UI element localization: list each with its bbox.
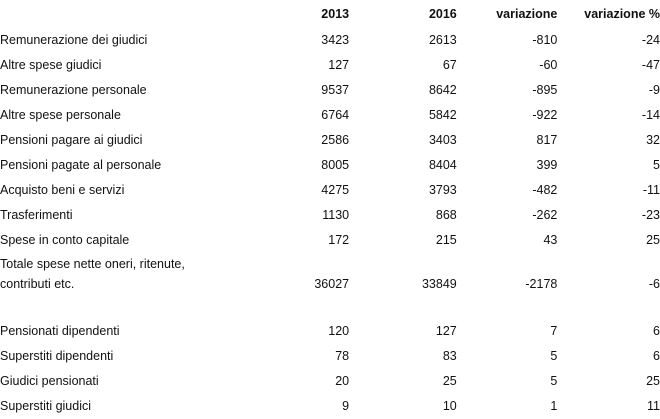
row-label: Spese in conto capitale <box>0 233 130 247</box>
total-2016: 33849 <box>421 277 457 291</box>
total-label <box>0 253 264 295</box>
value-variazione: -895 <box>532 83 558 97</box>
total-row <box>0 253 660 295</box>
value-2016: 127 <box>435 324 457 338</box>
total-label-line2: contributi etc. <box>0 276 75 291</box>
value-2016: 215 <box>435 233 457 247</box>
value-variazione-pct: 25 <box>646 233 660 247</box>
value-variazione: 817 <box>536 133 558 147</box>
value-2013: 9 <box>342 399 350 413</box>
value-variazione-pct: 5 <box>653 158 660 172</box>
value-variazione-pct: 6 <box>653 349 660 363</box>
row-label: Giudici pensionati <box>0 374 99 388</box>
header-row <box>0 0 660 28</box>
table-row <box>0 178 660 203</box>
value-variazione: -482 <box>532 183 558 197</box>
row-label: Acquisto beni e servizi <box>0 183 125 197</box>
value-variazione: 1 <box>550 399 558 413</box>
header-2013: 2013 <box>321 6 350 21</box>
table-row <box>0 319 660 344</box>
total-variazione-pct: -6 <box>648 277 660 291</box>
row-label: Remunerazione dei giudici <box>0 33 148 47</box>
table-row <box>0 394 660 419</box>
value-variazione-pct: -24 <box>641 33 660 47</box>
total-label-line1: Totale spese nette oneri, ritenute, <box>0 256 185 271</box>
value-2013: 120 <box>328 324 350 338</box>
spacer-cell <box>0 295 660 319</box>
table-row <box>0 153 660 178</box>
value-2013: 1130 <box>322 208 350 222</box>
table-row <box>0 103 660 128</box>
row-label: Superstiti dipendenti <box>0 349 114 363</box>
value-variazione-pct: 25 <box>646 374 660 388</box>
value-variazione-pct: -23 <box>641 208 660 222</box>
table-row <box>0 228 660 253</box>
value-variazione: -922 <box>532 108 558 122</box>
row-label: Remunerazione personale <box>0 83 147 97</box>
value-2016: 868 <box>435 208 457 222</box>
value-2016: 8642 <box>428 83 457 97</box>
value-variazione-pct: -47 <box>641 58 660 72</box>
value-2013: 4275 <box>321 183 350 197</box>
row-label: Trasferimenti <box>0 208 73 222</box>
value-variazione-pct: 32 <box>646 133 660 147</box>
table-row <box>0 344 660 369</box>
header-variazione-pct: variazione % <box>584 6 660 21</box>
row-label: Altre spese personale <box>0 108 121 122</box>
row-label: Altre spese giudici <box>0 58 102 72</box>
value-2013: 20 <box>335 374 350 388</box>
table-row <box>0 128 660 153</box>
header-2016: 2016 <box>428 6 457 21</box>
value-2013: 6764 <box>321 108 350 122</box>
total-2013: 36027 <box>314 277 350 291</box>
value-2016: 5842 <box>428 108 457 122</box>
table-row <box>0 203 660 228</box>
value-variazione-pct: -9 <box>648 83 660 97</box>
value-variazione-pct: 11 <box>647 399 660 413</box>
value-2016: 67 <box>442 58 457 72</box>
value-2013: 8005 <box>321 158 350 172</box>
value-2013: 3423 <box>321 33 350 47</box>
value-2016: 3403 <box>428 133 457 147</box>
table-row <box>0 53 660 78</box>
header-label-cell <box>0 0 264 28</box>
row-label: Pensioni pagate al personale <box>0 158 162 172</box>
value-2013: 78 <box>335 349 350 363</box>
value-variazione: 5 <box>550 374 558 388</box>
value-variazione: 5 <box>550 349 558 363</box>
value-2016: 25 <box>442 374 457 388</box>
value-variazione: -60 <box>539 58 558 72</box>
table-row <box>0 78 660 103</box>
value-variazione-pct: 6 <box>653 324 660 338</box>
header-variazione: variazione <box>496 6 558 21</box>
value-2013: 2586 <box>321 133 350 147</box>
value-2013: 172 <box>328 233 350 247</box>
table-row <box>0 369 660 394</box>
value-2013: 127 <box>328 58 350 72</box>
value-2016: 83 <box>442 349 457 363</box>
value-variazione: -262 <box>532 208 558 222</box>
value-variazione: 7 <box>550 324 558 338</box>
row-label: Pensioni pagare ai giudici <box>0 133 143 147</box>
value-2016: 2613 <box>428 33 457 47</box>
value-2016: 3793 <box>428 183 457 197</box>
value-variazione: 43 <box>543 233 558 247</box>
value-variazione: 399 <box>536 158 558 172</box>
row-label: Superstiti giudici <box>0 399 92 413</box>
table-row <box>0 28 660 53</box>
value-2016: 10 <box>442 399 457 413</box>
value-variazione-pct: -14 <box>641 108 660 122</box>
spacer-row <box>0 295 660 319</box>
value-variazione-pct: -11 <box>642 183 660 197</box>
value-variazione: -810 <box>532 33 558 47</box>
value-2016: 8404 <box>428 158 457 172</box>
row-label: Pensionati dipendenti <box>0 324 120 338</box>
total-variazione: -2178 <box>525 277 558 291</box>
value-2013: 9537 <box>321 83 350 97</box>
